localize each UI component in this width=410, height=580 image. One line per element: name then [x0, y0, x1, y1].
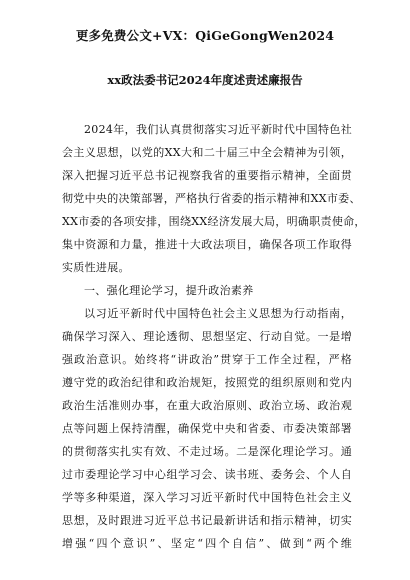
body-line: 点等问题上保持清醒，确保党中央和省委、市委决策部署	[62, 422, 352, 435]
body-line: 增强“四个意识”、坚定“四个自信”、做到“两个维	[62, 537, 352, 550]
body-line: 思想，及时跟进习近平总书记最新讲话和指示精神，切实	[62, 514, 352, 527]
body-line: 遵守党的政治纪律和政治规矩，按照党的组织原则和党内	[62, 376, 352, 389]
body-line: 深入把握习近平总书记视察我省的重要指示精神，全面贯	[62, 169, 352, 182]
watermark-text: 更多免费公文+VX：QiGeGongWen2024	[75, 28, 335, 43]
document-title: xx政法委书记2024年度述责述廉报告	[107, 73, 303, 87]
body-line: 会主义思想，以党的XX大和二十届三中全会精神为引领，	[62, 146, 352, 159]
body-line: XX市委的各项安排，围绕XX经济发展大局，明确职责使命，	[62, 215, 366, 228]
body-line: 实质性进展。	[62, 261, 130, 274]
body-line: 强政治意识。始终将“讲政治”贯穿于工作全过程，严格	[62, 353, 352, 366]
body-line: 过市委理论学习中心组学习会、读书班、委务会、个人自	[62, 468, 352, 481]
body-line: 的贯彻落实扎实有效、不走过场。二是深化理论学习。通	[62, 445, 352, 458]
section-heading: 一、强化理论学习，提升政治素养	[84, 284, 254, 297]
body-line: 政治生活准则办事，在重大政治原则、政治立场、政治观	[62, 399, 352, 412]
document-body	[62, 118, 366, 555]
body-line: 集中资源和力量，推进十大政法项目，确保各项工作取得	[62, 238, 352, 251]
body-line: 以习近平新时代中国特色社会主义思想为行动指南，	[84, 307, 352, 320]
body-line: 彻党中央的决策部署，严格执行省委的指示精神和XX市委、	[62, 192, 361, 205]
body-line: 学等多种渠道，深入学习习近平新时代中国特色社会主义	[62, 491, 352, 504]
body-line: 确保学习深入、理论透彻、思想坚定、行动自觉。一是增	[62, 330, 352, 343]
body-line: 2024年，我们认真贯彻落实习近平新时代中国特色社	[84, 123, 352, 136]
